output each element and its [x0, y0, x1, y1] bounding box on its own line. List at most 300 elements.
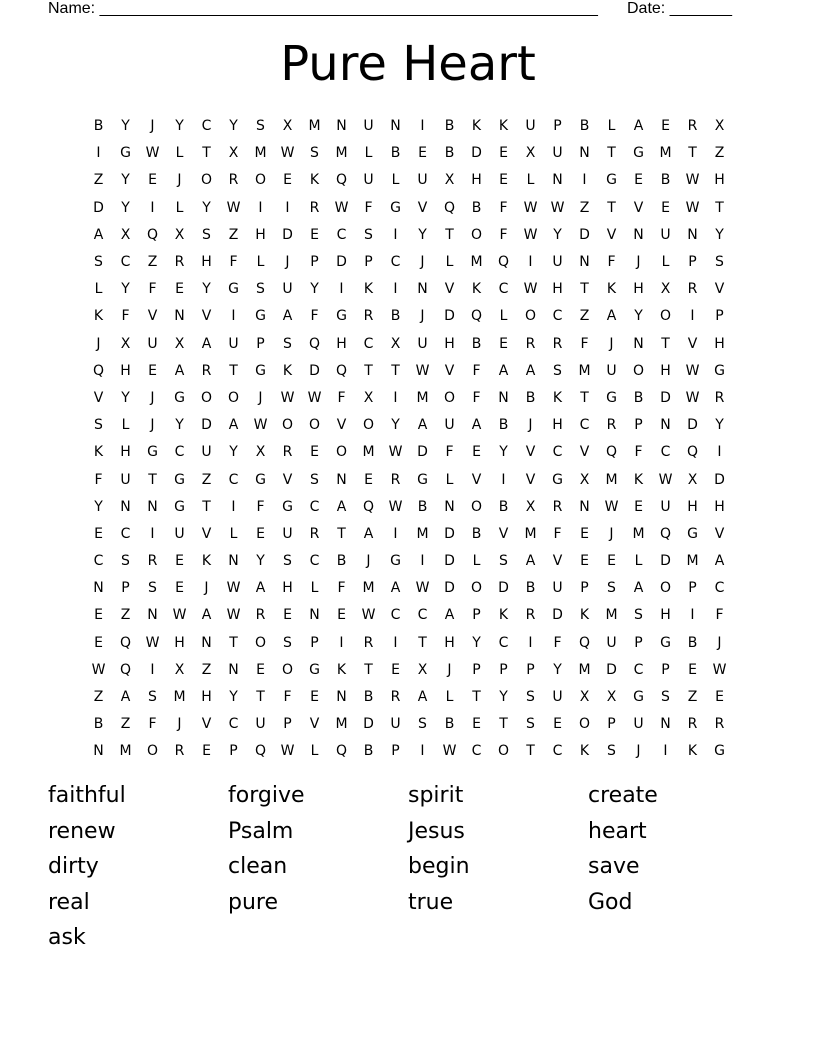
grid-letter: I	[339, 634, 344, 651]
grid-letter: J	[609, 525, 614, 542]
grid-letter: O	[281, 417, 294, 434]
grid-letter: N	[336, 689, 347, 706]
grid-letter: H	[471, 172, 482, 189]
grid-letter: V	[336, 417, 347, 434]
grid-letter: K	[498, 118, 509, 135]
grid-letter: P	[310, 634, 319, 651]
grid-letter: M	[254, 145, 267, 162]
grid-letter: G	[606, 172, 617, 189]
grid-letter: Z	[201, 471, 212, 488]
grid-letter: H	[120, 362, 131, 379]
grid-letter: E	[337, 607, 346, 624]
grid-letter: O	[470, 226, 483, 243]
grid-letter: Y	[418, 226, 427, 243]
grid-letter: M	[605, 471, 618, 488]
grid-letter: X	[714, 118, 725, 135]
grid-letter: O	[659, 308, 672, 325]
grid-letter: P	[310, 254, 319, 271]
word-bank-item: begin	[408, 854, 470, 879]
grid-letter: M	[173, 689, 186, 706]
grid-letter: B	[336, 553, 347, 570]
grid-letter: D	[552, 607, 563, 624]
grid-letter: Z	[579, 199, 590, 216]
grid-letter: T	[418, 634, 427, 651]
grid-letter: S	[310, 145, 319, 162]
grid-letter: M	[632, 525, 645, 542]
grid-letter: F	[121, 308, 130, 325]
grid-letter: A	[174, 362, 185, 379]
grid-letter: U	[228, 335, 239, 352]
grid-letter: Y	[499, 444, 508, 461]
grid-letter: O	[254, 634, 267, 651]
grid-letter: Z	[228, 226, 239, 243]
grid-letter: K	[363, 281, 374, 298]
grid-row	[85, 331, 733, 358]
grid-letter: U	[552, 580, 563, 597]
grid-letter: H	[660, 607, 671, 624]
grid-letter: Y	[229, 689, 238, 706]
grid-letter: N	[687, 226, 698, 243]
grid-letter: O	[200, 389, 213, 406]
grid-letter: X	[579, 471, 590, 488]
grid-letter: S	[148, 580, 157, 597]
grid-letter: E	[202, 743, 211, 760]
grid-letter: E	[634, 172, 643, 189]
grid-row	[85, 140, 733, 167]
page-title: Pure Heart	[280, 36, 536, 92]
grid-letter: V	[525, 444, 536, 461]
grid-letter: N	[552, 172, 563, 189]
grid-letter: P	[391, 743, 400, 760]
grid-letter: Z	[120, 607, 131, 624]
grid-letter: R	[228, 172, 239, 189]
grid-letter: Q	[497, 254, 510, 271]
grid-letter: N	[390, 118, 401, 135]
grid-letter: X	[525, 498, 536, 515]
word-bank-item: clean	[228, 854, 288, 879]
grid-letter: R	[606, 417, 617, 434]
grid-letter: O	[659, 580, 672, 597]
grid-letter: B	[444, 716, 455, 733]
grid-letter: G	[228, 281, 239, 298]
grid-letter: L	[310, 743, 319, 760]
grid-letter: M	[578, 362, 591, 379]
grid-letter: E	[283, 172, 292, 189]
grid-letter: T	[391, 362, 400, 379]
grid-letter: I	[393, 634, 398, 651]
grid-letter: A	[93, 226, 104, 243]
grid-letter: E	[175, 553, 184, 570]
grid-letter: E	[634, 498, 643, 515]
grid-letter: D	[336, 254, 347, 271]
grid-letter: E	[580, 525, 589, 542]
grid-letter: A	[390, 580, 401, 597]
grid-letter: W	[361, 607, 376, 624]
grid-letter: L	[472, 553, 481, 570]
grid-letter: E	[148, 362, 157, 379]
grid-letter: Y	[634, 308, 643, 325]
grid-letter: P	[472, 607, 481, 624]
word-bank-item: God	[588, 889, 633, 915]
grid-letter: A	[255, 580, 266, 597]
grid-letter: I	[231, 308, 236, 325]
grid-letter: X	[606, 689, 617, 706]
grid-letter: L	[526, 172, 535, 189]
grid-letter: F	[553, 525, 562, 542]
grid-letter: A	[336, 498, 347, 515]
grid-letter: X	[174, 335, 185, 352]
grid-letter: D	[282, 226, 293, 243]
word-bank-item: dirty	[48, 854, 99, 879]
grid-letter: G	[255, 362, 266, 379]
grid-letter: X	[444, 172, 455, 189]
grid-letter: E	[94, 525, 103, 542]
grid-letter: P	[715, 308, 724, 325]
grid-letter: E	[256, 661, 265, 678]
grid-letter: I	[150, 661, 155, 678]
grid-letter: S	[256, 281, 265, 298]
grid-row	[85, 113, 733, 140]
grid-letter: G	[660, 634, 671, 651]
grid-letter: N	[309, 607, 320, 624]
grid-letter: V	[606, 226, 617, 243]
grid-letter: V	[471, 471, 482, 488]
grid-letter: J	[636, 254, 641, 271]
grid-letter: H	[444, 335, 455, 352]
grid-letter: O	[200, 172, 213, 189]
grid-letter: B	[525, 580, 536, 597]
grid-letter: F	[283, 689, 292, 706]
grid-letter: W	[280, 389, 295, 406]
grid-letter: U	[201, 444, 212, 461]
grid-letter: N	[147, 498, 158, 515]
grid-letter: F	[148, 716, 157, 733]
grid-row	[85, 358, 733, 385]
grid-letter: S	[94, 254, 103, 271]
grid-letter: W	[388, 444, 403, 461]
grid-letter: L	[310, 580, 319, 597]
grid-letter: M	[470, 254, 483, 271]
grid-letter: X	[687, 471, 698, 488]
grid-letter: I	[528, 254, 533, 271]
grid-letter: Q	[335, 172, 348, 189]
grid-letter: M	[119, 743, 132, 760]
grid-letter: V	[147, 308, 158, 325]
grid-letter: Y	[229, 118, 238, 135]
grid-letter: I	[501, 471, 506, 488]
grid-letter: L	[256, 254, 265, 271]
grid-letter: A	[417, 689, 428, 706]
grid-letter: W	[253, 417, 268, 434]
grid-letter: X	[174, 661, 185, 678]
grid-letter: R	[390, 471, 401, 488]
grid-letter: E	[472, 716, 481, 733]
grid-letter: L	[634, 553, 643, 570]
grid-letter: U	[633, 716, 644, 733]
grid-letter: L	[121, 417, 130, 434]
grid-letter: A	[525, 553, 536, 570]
grid-letter: C	[471, 743, 482, 760]
grid-letter: T	[229, 634, 238, 651]
grid-letter: U	[147, 335, 158, 352]
grid-letter: Y	[175, 417, 184, 434]
grid-letter: Y	[175, 118, 184, 135]
grid-letter: G	[174, 498, 185, 515]
grid-letter: R	[714, 716, 725, 733]
grid-letter: V	[282, 471, 293, 488]
grid-letter: G	[174, 471, 185, 488]
grid-letter: B	[525, 389, 536, 406]
grid-letter: K	[633, 471, 644, 488]
grid-letter: W	[388, 498, 403, 515]
grid-letter: T	[202, 145, 211, 162]
grid-letter: E	[472, 444, 481, 461]
grid-row	[85, 167, 733, 194]
grid-letter: U	[417, 172, 428, 189]
grid-letter: W	[334, 199, 349, 216]
grid-letter: H	[714, 498, 725, 515]
grid-letter: B	[471, 525, 482, 542]
grid-letter: G	[147, 444, 158, 461]
grid-letter: A	[120, 689, 131, 706]
grid-letter: T	[607, 145, 616, 162]
grid-letter: G	[390, 553, 401, 570]
grid-letter: O	[470, 580, 483, 597]
grid-letter: U	[552, 689, 563, 706]
word-bank-item: real	[48, 889, 90, 915]
grid-letter: C	[228, 471, 239, 488]
grid-letter: J	[150, 118, 155, 135]
grid-letter: Y	[715, 226, 724, 243]
grid-letter: Y	[202, 199, 211, 216]
grid-letter: C	[309, 553, 320, 570]
grid-letter: J	[420, 308, 425, 325]
grid-letter: P	[634, 417, 643, 434]
grid-letter: P	[607, 716, 616, 733]
grid-letter: L	[175, 199, 184, 216]
grid-letter: Z	[201, 661, 212, 678]
grid-letter: O	[470, 498, 483, 515]
grid-letter: S	[148, 689, 157, 706]
grid-letter: R	[390, 689, 401, 706]
grid-letter: J	[447, 661, 452, 678]
grid-letter: L	[499, 308, 508, 325]
grid-letter: V	[714, 525, 725, 542]
grid-letter: R	[363, 308, 374, 325]
grid-letter: U	[282, 525, 293, 542]
grid-letter: J	[177, 716, 182, 733]
word-bank-item: save	[588, 854, 640, 879]
grid-letter: S	[661, 689, 670, 706]
grid-letter: F	[715, 607, 724, 624]
grid-letter: N	[498, 389, 509, 406]
grid-letter: B	[93, 716, 104, 733]
grid-letter: M	[416, 525, 429, 542]
grid-letter: P	[364, 254, 373, 271]
grid-letter: O	[497, 743, 510, 760]
grid-letter: Q	[362, 498, 375, 515]
grid-letter: V	[309, 716, 320, 733]
grid-letter: U	[417, 335, 428, 352]
grid-letter: M	[686, 553, 699, 570]
grid-letter: L	[445, 254, 454, 271]
grid-letter: D	[444, 525, 455, 542]
grid-letter: D	[417, 444, 428, 461]
grid-letter: W	[442, 743, 457, 760]
word-search-grid	[85, 113, 733, 766]
grid-row	[85, 466, 733, 493]
grid-letter: S	[418, 716, 427, 733]
grid-letter: N	[120, 498, 131, 515]
grid-letter: E	[94, 634, 103, 651]
grid-letter: F	[472, 389, 481, 406]
grid-letter: K	[201, 553, 212, 570]
grid-letter: Y	[553, 226, 562, 243]
grid-letter: C	[390, 254, 401, 271]
grid-letter: G	[714, 362, 725, 379]
grid-letter: U	[282, 281, 293, 298]
grid-letter: J	[258, 389, 263, 406]
grid-letter: L	[175, 145, 184, 162]
grid-letter: W	[604, 498, 619, 515]
grid-letter: F	[445, 444, 454, 461]
word-bank-item: create	[588, 783, 658, 808]
grid-letter: Q	[335, 362, 348, 379]
grid-letter: N	[660, 716, 671, 733]
grid-letter: C	[552, 308, 563, 325]
grid-letter: I	[393, 281, 398, 298]
grid-letter: K	[687, 743, 698, 760]
grid-letter: V	[714, 281, 725, 298]
name-field-label: Name: ________________________________________________________	[48, 0, 598, 17]
grid-letter: R	[525, 335, 536, 352]
grid-letter: M	[659, 145, 672, 162]
grid-letter: Y	[229, 444, 238, 461]
grid-letter: V	[525, 471, 536, 488]
grid-letter: G	[606, 389, 617, 406]
grid-letter: H	[255, 226, 266, 243]
grid-letter: K	[471, 281, 482, 298]
grid-letter: Z	[120, 716, 131, 733]
grid-letter: Y	[256, 553, 265, 570]
grid-letter: U	[390, 716, 401, 733]
grid-letter: J	[96, 335, 101, 352]
grid-letter: W	[712, 661, 727, 678]
grid-letter: G	[687, 525, 698, 542]
grid-letter: S	[526, 716, 535, 733]
grid-letter: O	[524, 308, 537, 325]
grid-letter: I	[420, 743, 425, 760]
grid-letter: T	[661, 335, 670, 352]
grid-letter: K	[579, 743, 590, 760]
grid-letter: C	[336, 226, 347, 243]
grid-letter: J	[717, 634, 722, 651]
grid-letter: E	[391, 661, 400, 678]
grid-letter: G	[633, 145, 644, 162]
grid-letter: M	[308, 118, 321, 135]
grid-letter: A	[228, 417, 239, 434]
grid-letter: W	[226, 199, 241, 216]
grid-letter: P	[688, 254, 697, 271]
grid-letter: O	[362, 417, 375, 434]
grid-letter: D	[660, 389, 671, 406]
grid-letter: A	[633, 580, 644, 597]
grid-letter: Q	[443, 199, 456, 216]
grid-letter: B	[444, 118, 455, 135]
grid-letter: Y	[94, 498, 103, 515]
grid-letter: S	[553, 362, 562, 379]
grid-letter: C	[228, 716, 239, 733]
grid-letter: T	[337, 525, 346, 542]
grid-letter: B	[390, 145, 401, 162]
grid-letter: C	[309, 498, 320, 515]
grid-letter: Y	[391, 417, 400, 434]
grid-letter: B	[363, 689, 374, 706]
grid-letter: B	[579, 118, 590, 135]
grid-letter: C	[201, 118, 212, 135]
grid-letter: R	[714, 389, 725, 406]
grid-letter: N	[579, 254, 590, 271]
grid-letter: V	[201, 716, 212, 733]
grid-letter: E	[310, 689, 319, 706]
grid-letter: E	[364, 471, 373, 488]
grid-letter: C	[498, 634, 509, 651]
grid-letter: A	[363, 525, 374, 542]
grid-letter: R	[174, 743, 185, 760]
word-bank-item: forgive	[228, 783, 305, 808]
grid-letter: I	[96, 145, 101, 162]
grid-letter: W	[550, 199, 565, 216]
grid-letter: N	[93, 580, 104, 597]
grid-letter: Y	[202, 281, 211, 298]
grid-letter: A	[444, 607, 455, 624]
grid-letter: S	[283, 335, 292, 352]
grid-row	[85, 521, 733, 548]
grid-letter: H	[120, 444, 131, 461]
grid-letter: L	[229, 525, 238, 542]
grid-letter: N	[147, 607, 158, 624]
grid-letter: K	[309, 172, 320, 189]
grid-letter: F	[148, 281, 157, 298]
grid-letter: D	[444, 308, 455, 325]
grid-letter: Y	[121, 199, 130, 216]
grid-letter: E	[310, 226, 319, 243]
grid-letter: I	[393, 525, 398, 542]
grid-letter: C	[552, 444, 563, 461]
grid-letter: M	[335, 145, 348, 162]
grid-letter: O	[254, 172, 267, 189]
grid-letter: L	[445, 689, 454, 706]
grid-letter: R	[552, 498, 563, 515]
grid-letter: I	[582, 172, 587, 189]
grid-letter: L	[94, 281, 103, 298]
grid-letter: H	[552, 281, 563, 298]
grid-letter: E	[310, 444, 319, 461]
grid-letter: P	[229, 743, 238, 760]
grid-letter: D	[201, 417, 212, 434]
grid-letter: I	[393, 226, 398, 243]
grid-letter: W	[415, 362, 430, 379]
grid-letter: F	[499, 226, 508, 243]
grid-letter: J	[609, 335, 614, 352]
grid-letter: P	[526, 661, 535, 678]
grid-letter: O	[308, 417, 321, 434]
grid-letter: H	[444, 634, 455, 651]
grid-letter: E	[580, 553, 589, 570]
grid-letter: C	[417, 607, 428, 624]
grid-letter: E	[661, 199, 670, 216]
grid-letter: M	[335, 716, 348, 733]
